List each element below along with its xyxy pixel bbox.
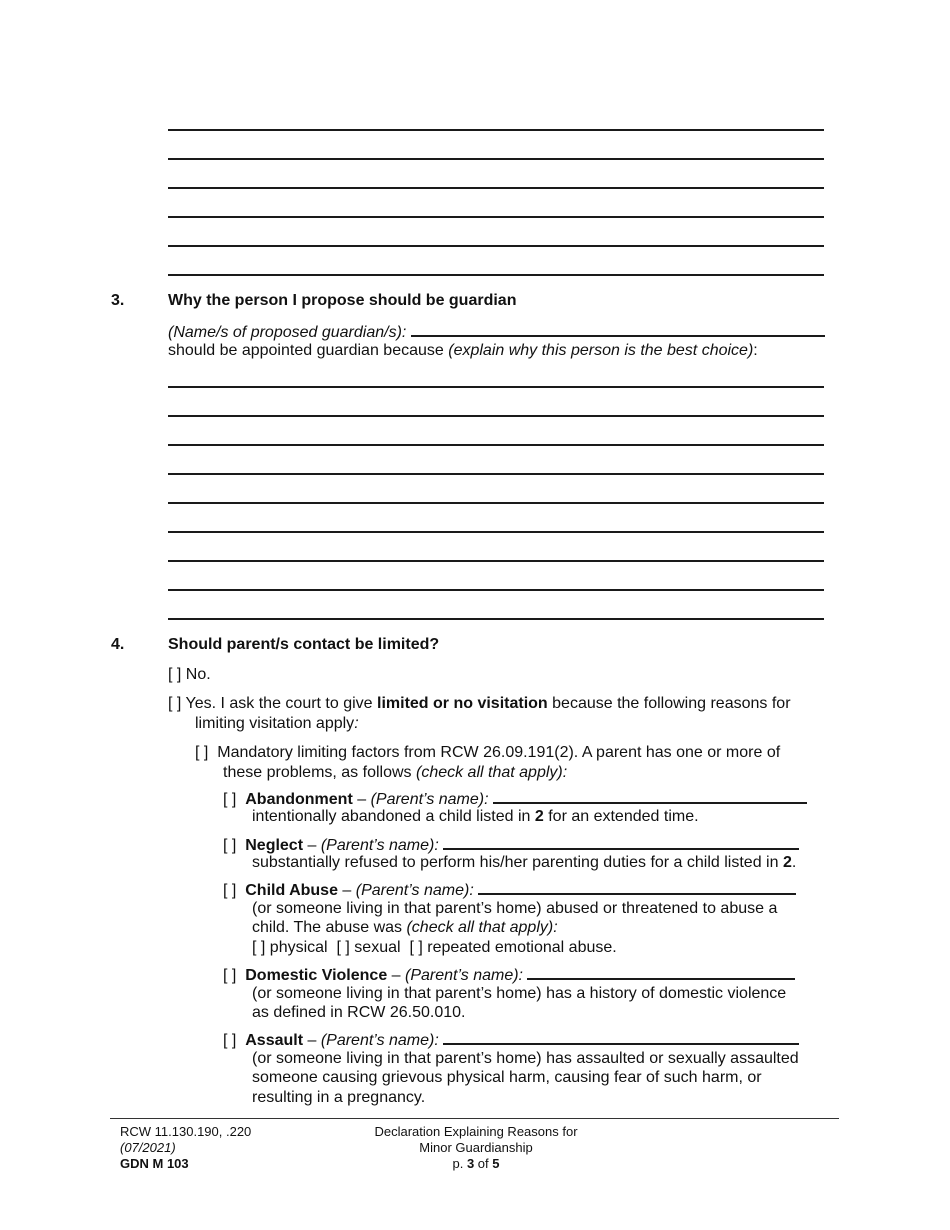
factor-neglect: [ ] Neglect – (Parent’s name):	[223, 834, 799, 856]
footer-date: (07/2021)	[120, 1140, 176, 1155]
section-3-title: Why the person I propose should be guardian	[168, 292, 517, 309]
factor-abandonment: [ ] Abandonment – (Parent’s name):	[223, 788, 807, 810]
assault-title: Assault	[245, 1032, 304, 1049]
proposed-guardian-label: (Name/s of proposed guardian/s):	[168, 324, 407, 341]
checkbox-yes[interactable]: [ ]	[168, 695, 182, 712]
appoint-reason-text: should be appointed guardian because (explain why this person is the best choice):	[168, 342, 758, 359]
footer-title-2: Minor Guardianship	[419, 1140, 533, 1155]
answer-line[interactable]	[168, 386, 824, 388]
child-abuse-type-prompt: child. The abuse was (check all that apply):	[252, 919, 558, 936]
section-3-number: 3.	[111, 292, 125, 309]
assault-description-2: someone causing grievous physical harm, causing fear of such harm, or	[252, 1069, 762, 1086]
answer-line[interactable]	[168, 531, 824, 533]
footer-divider	[110, 1118, 839, 1119]
domestic-violence-description: (or someone living in that parent’s home) has a history of domestic violence	[252, 985, 787, 1002]
answer-line[interactable]	[168, 245, 824, 247]
neglect-title: Neglect	[245, 837, 304, 854]
domestic-violence-title: Domestic Violence	[245, 967, 388, 984]
answer-line[interactable]	[168, 216, 824, 218]
section-4-number: 4.	[111, 636, 125, 653]
option-mandatory-line2: these problems, as follows (check all that apply):	[223, 764, 568, 781]
checkbox-child-abuse[interactable]: [ ]	[223, 882, 237, 899]
answer-line[interactable]	[168, 502, 824, 504]
checkbox-mandatory[interactable]: [ ]	[195, 744, 209, 761]
footer-form-id: GDN M 103	[120, 1156, 189, 1171]
answer-line[interactable]	[168, 444, 824, 446]
abandonment-title: Abandonment	[245, 791, 353, 808]
footer-left	[120, 1124, 251, 1172]
answer-line[interactable]	[168, 129, 824, 131]
proposed-guardian-field[interactable]	[411, 321, 825, 337]
abandonment-parent-name-field[interactable]	[493, 788, 807, 804]
checkbox-sexual[interactable]: [ ]	[336, 939, 350, 956]
child-abuse-parent-name-field[interactable]	[478, 879, 796, 895]
option-no-label: No.	[185, 666, 211, 683]
assault-parent-name-field[interactable]	[443, 1029, 799, 1045]
domestic-violence-parent-name-field[interactable]	[527, 964, 795, 980]
checkbox-emotional[interactable]: [ ]	[409, 939, 423, 956]
footer-page-number: p. 3 of 5	[452, 1156, 500, 1171]
child-abuse-description: (or someone living in that parent’s home) abused or threatened to abuse a	[252, 900, 778, 917]
checkbox-physical[interactable]: [ ]	[252, 939, 266, 956]
checkbox-no[interactable]: [ ]	[168, 666, 182, 683]
option-no	[168, 665, 211, 685]
domestic-violence-description-2: as defined in RCW 26.50.010.	[252, 1004, 466, 1021]
answer-line[interactable]	[168, 618, 824, 620]
factor-child-abuse: [ ] Child Abuse – (Parent’s name):	[223, 879, 796, 901]
answer-line[interactable]	[168, 274, 824, 276]
child-abuse-type-options: [ ] physical [ ] sexual [ ] repeated emotional abuse.	[252, 939, 617, 956]
checkbox-domestic-violence[interactable]: [ ]	[223, 967, 237, 984]
neglect-description: substantially refused to perform his/her parenting duties for a child listed in 2.	[252, 854, 797, 871]
assault-description: (or someone living in that parent’s home) has assaulted or sexually assaulted	[252, 1050, 799, 1067]
factor-domestic-violence: [ ] Domestic Violence – (Parent’s name):	[223, 964, 795, 986]
abandonment-description: intentionally abandoned a child listed in 2 for an extended time.	[252, 808, 699, 825]
answer-line[interactable]	[168, 560, 824, 562]
neglect-parent-name-field[interactable]	[443, 834, 799, 850]
footer-rcw: RCW 11.130.190, .220	[120, 1124, 252, 1139]
footer-title-1: Declaration Explaining Reasons for	[374, 1124, 578, 1139]
answer-line[interactable]	[168, 589, 824, 591]
checkbox-assault[interactable]: [ ]	[223, 1032, 237, 1049]
section-4-title: Should parent/s contact be limited?	[168, 636, 440, 653]
footer-center	[346, 1124, 606, 1172]
factor-assault: [ ] Assault – (Parent’s name):	[223, 1029, 799, 1051]
option-yes: [ ] Yes. I ask the court to give limited or no visitation because the following reasons for	[168, 695, 791, 712]
answer-line[interactable]	[168, 158, 824, 160]
answer-line[interactable]	[168, 187, 824, 189]
child-abuse-title: Child Abuse	[245, 882, 338, 899]
option-mandatory: [ ] Mandatory limiting factors from RCW 26.09.191(2). A parent has one or more of	[195, 744, 781, 761]
proposed-guardian-row	[168, 321, 825, 343]
checkbox-neglect[interactable]: [ ]	[223, 837, 237, 854]
checkbox-abandonment[interactable]: [ ]	[223, 791, 237, 808]
option-yes-line2: limiting visitation apply:	[195, 715, 359, 732]
answer-line[interactable]	[168, 473, 824, 475]
answer-line[interactable]	[168, 415, 824, 417]
assault-description-3: resulting in a pregnancy.	[252, 1089, 426, 1106]
